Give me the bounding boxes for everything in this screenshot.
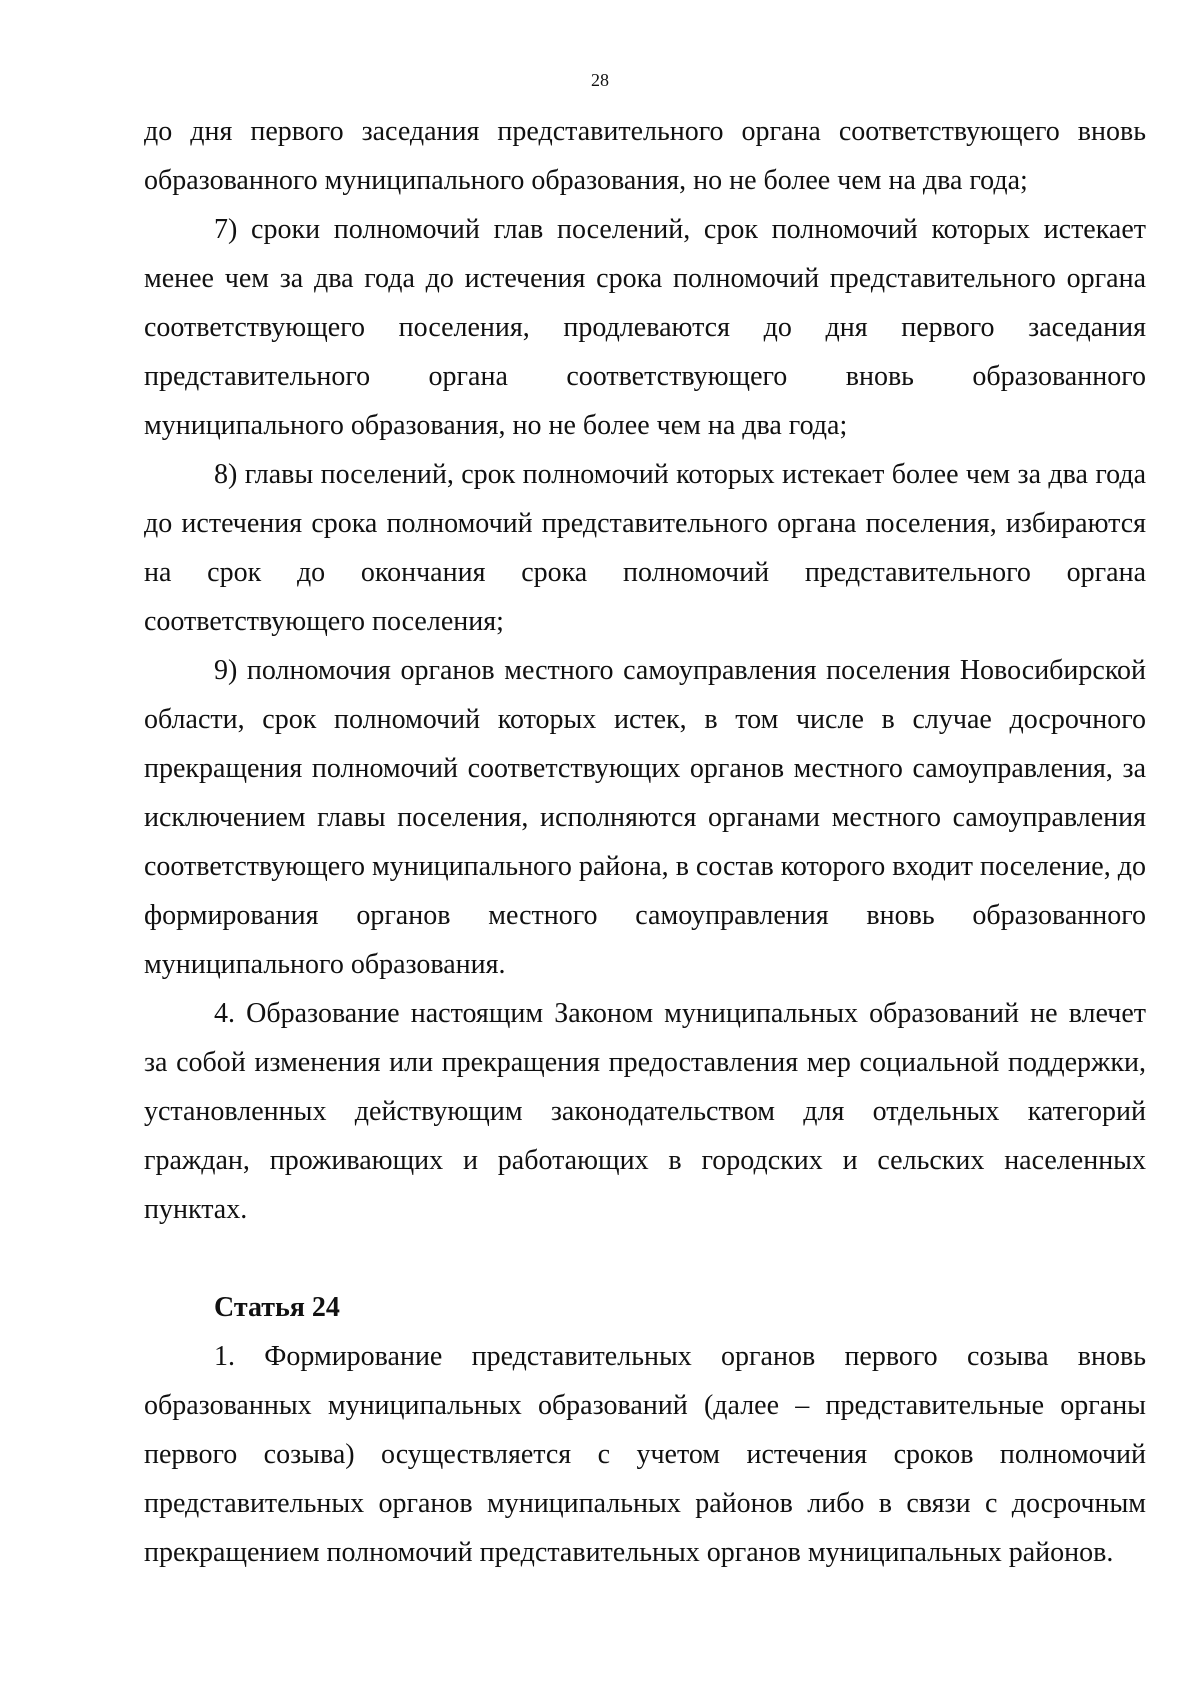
paragraph-item-9: 9) полномочия органов местного самоуправления поселения Новосибирской области, срок полномочий которых истек, в том числе в случае досрочного прекращения полномочий соответствующих органов местного самоуправления, за исключением главы поселения, исполняются органами местного самоуправления соответствующего муниципального района, в состав которого входит поселение, до формирования органов местного самоуправления вновь образованного муниципального образования. (144, 655, 1146, 980)
paragraph-section-4: 4. Образование настоящим Законом муниципальных образований не влечет за собой изменения или прекращения предоставления мер социальной поддержки, установленных действующим законодательством для отдельных категорий граждан, проживающих и работающих в городских и сельских населенных пунктах. (144, 998, 1146, 1225)
paragraph-continuation: до дня первого заседания представительного органа соответствующего вновь образованного муниципального образования, но не более чем на два года; (144, 116, 1146, 196)
paragraph-item-7: 7) сроки полномочий глав поселений, срок полномочий которых истекает менее чем за два года до истечения срока полномочий представительного органа соответствующего поселения, продлеваются до дня первого заседания представительного органа соответствующего вновь образованного муниципального образования, но не более чем на два года; (144, 214, 1146, 441)
paragraph-item-8: 8) главы поселений, срок полномочий которых истекает более чем за два года до истечения срока полномочий представительного органа поселения, избираются на срок до окончания срока полномочий представительного органа соответствующего поселения; (144, 459, 1146, 637)
page-number: 28 (591, 70, 609, 90)
document-body (144, 107, 1146, 1577)
article-paragraph-1: 1. Формирование представительных органов первого созыва вновь образованных муниципальных образований (далее – представительные органы первого созыва) осуществляется с учетом истечения сроков полномочий представительных органов муниципальных районов либо в связи с досрочным прекращением полномочий представительных органов муниципальных районов. (144, 1341, 1146, 1568)
article-heading: Статья 24 (214, 1292, 340, 1323)
